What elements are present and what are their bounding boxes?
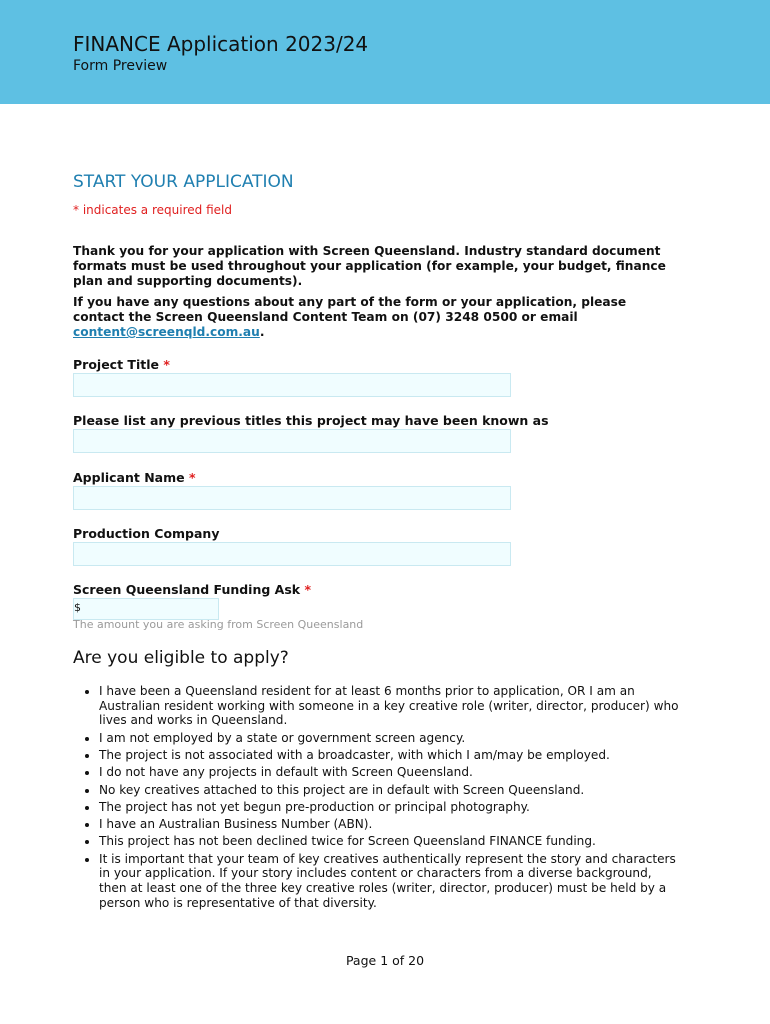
list-item: • The project is not associated with a broadcaster, with which I am/may be employed. (99, 748, 679, 763)
list-item: • I have an Australian Business Number (ABN). (99, 817, 679, 832)
applicant-name-label (73, 470, 196, 485)
list-item: • It is important that your team of key creatives authentically represent the story and characters in your application. If your story includes content or characters from a diverse background, then at least one of the three key creative roles (writer, director, producer) must be held by a person who is representative of that diversity. (99, 852, 679, 911)
project-title-input[interactable] (73, 373, 511, 397)
currency-prefix: $ (74, 601, 81, 614)
required-star: * (163, 357, 170, 372)
required-star: * (188, 470, 196, 485)
list-item: • I have been a Queensland resident for at least 6 months prior to application, OR I am an Australian resident working with someone in a key creative role (writer, director, producer) who lives and works in Queensland. (99, 684, 679, 728)
list-item: • No key creatives attached to this project are in default with Screen Queensland. (99, 783, 679, 798)
contact-email-link[interactable]: content@screenqld.com.au (73, 325, 260, 339)
project-title-label (73, 357, 170, 372)
project-title-label-text: Project Title (73, 357, 159, 372)
funding-ask-hint: The amount you are asking from Screen Queensland (73, 618, 364, 631)
production-company-input[interactable] (73, 542, 511, 566)
intro-paragraph-2-end: . (259, 325, 265, 339)
funding-ask-label (73, 582, 311, 597)
eligibility-list (91, 684, 679, 913)
list-item: • This project has not been declined twice for Screen Queensland FINANCE funding. (99, 834, 679, 849)
page-number: Page 1 of 20 (345, 953, 425, 968)
section-title: START YOUR APPLICATION (73, 172, 294, 192)
list-item: • The project has not yet begun pre-production or principal photography. (99, 800, 679, 815)
intro-paragraph-1: Thank you for your application with Screen Queensland. Industry standard document formats must be used throughout your application (for example, your budget, finance plan and supporting documents). (73, 244, 666, 288)
form-title: FINANCE Application 2023/24 (73, 32, 369, 56)
required-star: * (304, 582, 311, 597)
production-company-label: Production Company (73, 526, 220, 541)
previous-titles-label: Please list any previous titles this project may have been known as (73, 413, 549, 428)
funding-ask-label-text: Screen Queensland Funding Ask (73, 582, 301, 597)
intro-paragraph-2 (73, 295, 673, 340)
list-item: • I do not have any projects in default with Screen Queensland. (99, 765, 679, 780)
applicant-name-label-text: Applicant Name (73, 470, 185, 485)
intro-paragraph-2-text: If you have any questions about any part of the form or your application, please contact the Screen Queensland Content Team on (07) 3248 0500 or email (73, 295, 627, 324)
eligibility-title: Are you eligible to apply? (73, 648, 289, 668)
funding-ask-input[interactable] (73, 598, 219, 620)
header-banner (0, 0, 770, 104)
list-item: • I am not employed by a state or government screen agency. (99, 731, 679, 746)
previous-titles-input[interactable] (73, 429, 511, 453)
applicant-name-input[interactable] (73, 486, 511, 510)
required-note: * indicates a required field (73, 203, 232, 217)
form-subtitle: Form Preview (73, 58, 168, 74)
